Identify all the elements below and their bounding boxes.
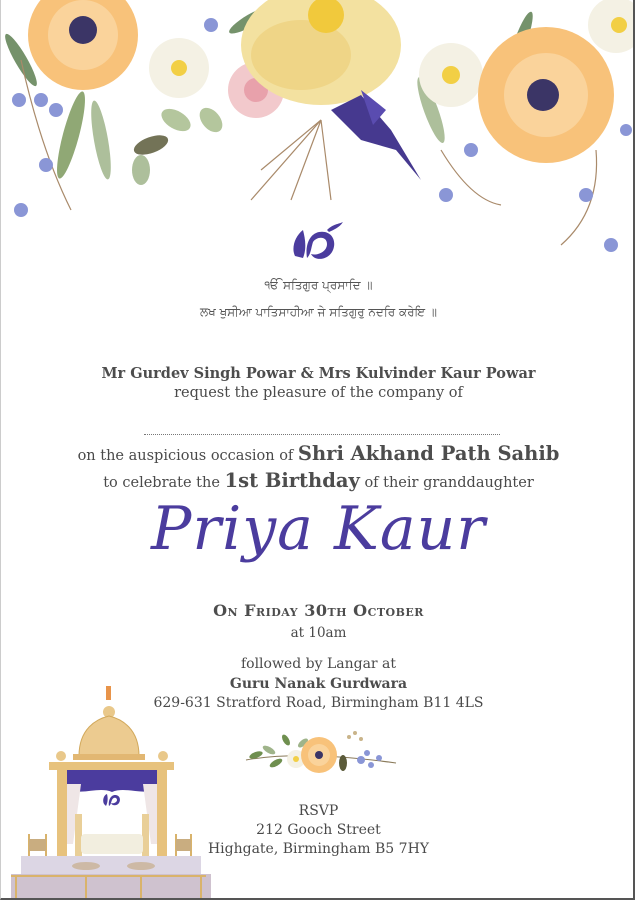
occasion-name: Shri Akhand Path Sahib (297, 442, 560, 465)
rsvp-street: 212 Gooch Street (256, 822, 381, 838)
celebrate-event: 1st Birthday (224, 469, 360, 492)
ik-onkar-icon (287, 218, 347, 263)
guest-name-dotted-line (144, 434, 500, 435)
langar-text: followed by Langar at (240, 656, 397, 672)
honoree-name: Priya Kaur (151, 494, 486, 564)
celebrate-line (1, 469, 635, 492)
celebrate-suffix: of their granddaughter (364, 475, 534, 491)
gurbani-line: ਲਖ ਖੁਸੀਆ ਪਾਤਿਸਾਹੀਆ ਜੇ ਸਤਿਗੁਰੁ ਨਦਰਿ ਕਰੇਇ ॥ (200, 305, 437, 319)
venue-address: 629-631 Stratford Road, Birmingham B11 4LS (153, 695, 484, 711)
hosts-names: Mr Gurdev Singh Powar & Mrs Kulvinder Kaur Powar (101, 365, 536, 382)
celebrate-prefix: to celebrate the (103, 475, 220, 491)
request-text: request the pleasure of the company of (174, 385, 463, 401)
event-time: at 10am (290, 625, 347, 641)
rsvp-label: RSVP (298, 803, 339, 819)
mool-mantar-line: ੴ ਸਤਿਗੁਰ ਪ੍ਰਸਾਦਿ ॥ (264, 278, 373, 292)
occasion-prefix: on the auspicious occasion of (77, 448, 294, 464)
event-date: On Friday 30th October (213, 601, 424, 620)
occasion-line (1, 442, 635, 465)
floral-spray-illustration (241, 725, 401, 780)
palki-sahib-illustration (1, 684, 211, 900)
venue-name: Guru Nanak Gurdwara (229, 676, 408, 692)
rsvp-city: Highgate, Birmingham B5 7HY (207, 841, 430, 857)
